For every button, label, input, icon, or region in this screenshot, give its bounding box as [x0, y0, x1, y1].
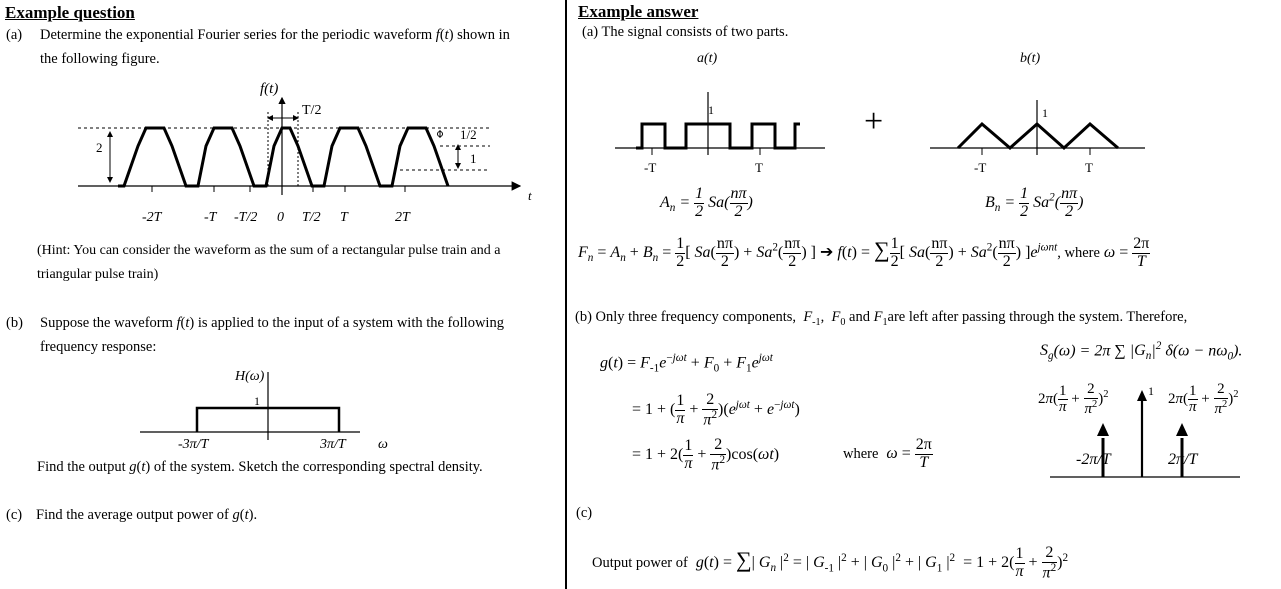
output-power-formula: Output power of g(t) = ∑| $G_n$ $|^2$ = | $G_{-1}$ $|^2$ + | $G_0$ $|^2$ + | $G_1$ $|^2 = 1 + 2$( $\frac{1}{\pi}$ + $\frac{2}{\pi^2}$ )$^2$ [592, 544, 1069, 582]
spec-left-height: 2π( $\frac{1}{\pi}$ + $\frac{2}{\pi^2}$ )$^2$ [1038, 381, 1109, 417]
An-formula: $A_n$ = $\frac{1}{2}$ Sa( $\frac{n\pi}{2}$ ) [660, 185, 753, 220]
part-b-label: (b) [6, 315, 23, 331]
g-t-where: where ω = $\frac{2\pi}{T}$ [843, 436, 932, 471]
fig1-tick-T: T [340, 210, 348, 225]
fig2-right: 3π/T [320, 437, 346, 452]
fig1-taxis: t [528, 188, 532, 203]
spec-center-one: 1 [1148, 384, 1154, 398]
b-tick-neg: -T [974, 160, 987, 175]
g-t-line2: = 1 + ( $\frac{1}{\pi}$ + $\frac{2}{\pi^2}$ )$(e^{j\omega t} + e^{-j\omega t})$ [632, 391, 800, 429]
fig1-tick-T2: T/2 [302, 210, 321, 225]
part-c-text: Find the average output power of g(t). [36, 507, 258, 523]
spec-pos-freq: 2π/T [1168, 451, 1198, 468]
spec-right-height: 2π( $\frac{1}{\pi}$ + $\frac{2}{\pi^2}$ )$^2$ [1168, 381, 1239, 417]
question-heading: Example question [5, 3, 135, 22]
fig1-halfperiod: T/2 [302, 103, 322, 118]
part-a-text-line1: Determine the exponential Fourier series for the periodic waveform f(t) shown in [40, 27, 510, 43]
a-tick-neg: -T [644, 160, 657, 175]
answer-a-signal-label: a(t) [697, 51, 718, 66]
fig1-half: 1/2 [460, 127, 477, 142]
answer-c-label: (c) [576, 505, 593, 521]
a-tick-pos: T [755, 160, 763, 175]
fig2-one: 1 [254, 394, 260, 408]
hint-line2: triangular pulse train) [37, 267, 159, 282]
fig1-tick-mT2: -T/2 [234, 210, 258, 225]
plus-sign: + [864, 103, 884, 140]
fig2-left: -3π/T [178, 437, 209, 452]
part-c-label: (c) [6, 507, 23, 523]
Fn-formula: $F_n = A_n + B_n$ = $\frac{1}{2}$ [ Sa( $\frac{n\pi}{2}$ ) + $Sa^2$( $\frac{n\pi}{2}$ ) ] ➔ f(t) = ∑ $\frac{1}{2}$ [ Sa( $\frac{n\pi}{2}$ ) + $Sa^2$( $\frac{n\pi}{2}$ ) ]$e^{j\omega nt}$, where ω = $\frac{2\pi}{T}$ [578, 235, 1150, 270]
b-tick-pos: T [1085, 160, 1093, 175]
answer-a-text: (a) The signal consists of two parts. [582, 24, 789, 40]
g-t-line3: = 1 + 2( $\frac{1}{\pi}$ + $\frac{2}{\pi^2}$ )cos(ωt) [632, 436, 780, 474]
fig1-tick-2T: 2T [395, 210, 410, 225]
hint-line1: (Hint: You can consider the waveform as the sum of a rectangular pulse train and a [37, 243, 501, 258]
fig1-tick-0: 0 [277, 210, 284, 225]
part-a-text-line2: the following figure. [40, 51, 160, 67]
a-signal-one: 1 [708, 103, 714, 117]
spectral-formula: $S_g(\omega) = 2\pi$ ∑ $|G_n|^2$ $\delta(\omega - n\omega_0)$. [1040, 340, 1243, 363]
g-t-line1: $g(t) = F_{-1}e^{-j\omega t} + F_0 + F_1e^{j\omega t}$ [600, 352, 773, 375]
fig1-ylabel: f(t) [260, 81, 279, 97]
answer-b-signal-label: b(t) [1020, 51, 1041, 66]
answer-b-text: (b) Only three frequency components, $F_{-1}$, $F_0$ and $F_1are$ left after passing through the system. Therefore, [575, 309, 1188, 328]
part-b-text-line3: Find the output g(t) of the system. Sketch the corresponding spectral density. [37, 459, 483, 475]
fig2-ylabel: H(ω) [235, 369, 265, 384]
answer-heading: Example answer [578, 2, 699, 21]
fig1-tick-m2T: -2T [142, 210, 162, 225]
fig2-axis: ω [378, 437, 388, 452]
part-a-label: (a) [6, 27, 23, 43]
spec-neg-freq: -2π/T [1076, 451, 1111, 468]
fig1-tick-mT: -T [204, 210, 217, 225]
fig1-one: 1 [470, 151, 477, 166]
part-b-text-line2: frequency response: [40, 339, 157, 355]
part-b-text-line1: Suppose the waveform f(t) is applied to the input of a system with the following [40, 315, 504, 331]
Bn-formula: $B_n$ = $\frac{1}{2}$ Sa$^2$( $\frac{n\pi}{2}$ ) [985, 185, 1084, 220]
fig1-amplitude: 2 [96, 140, 103, 155]
b-signal-one: 1 [1042, 106, 1048, 120]
